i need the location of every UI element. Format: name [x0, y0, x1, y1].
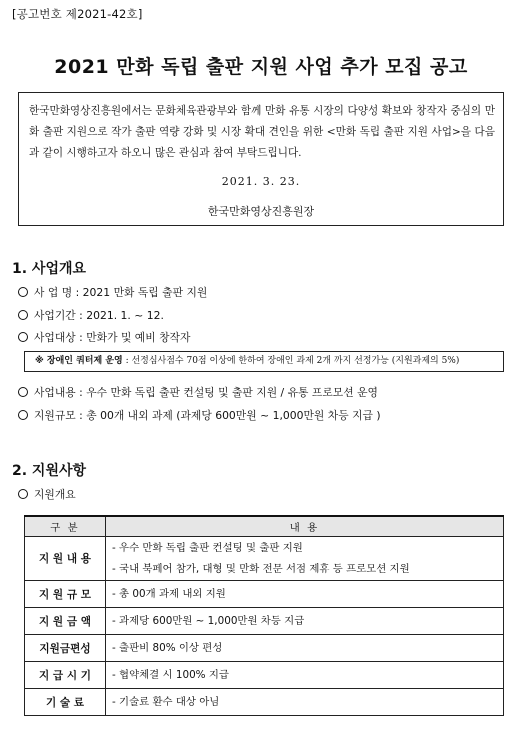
overview-item: 지원규모 : 총 00개 내외 과제 (과제당 600만원 ~ 1,000만원 차등 지급 ): [18, 408, 381, 423]
row-content: - 기술료 환수 대상 아님: [106, 689, 504, 716]
overview-item: 사업대상 : 만화가 및 예비 창작자: [18, 330, 190, 345]
support-overview-label: 지원개요: [18, 487, 76, 502]
table-row: [25, 581, 504, 608]
support-table: [24, 515, 504, 716]
section-1-heading: 1. 사업개요: [12, 261, 87, 277]
row-label: 지 원 금 액: [25, 608, 106, 635]
quota-note-text: : 선정심사점수 70점 이상에 한하여 장애인 과제 2개 까지 선정가능 (지원과제의 5%): [122, 356, 460, 366]
circle-bullet-icon: [18, 332, 28, 342]
circle-bullet-icon: [18, 489, 28, 499]
table-row: [25, 635, 504, 662]
circle-bullet-icon: [18, 387, 28, 397]
row-label: 지 원 규 모: [25, 581, 106, 608]
table-header-content: 내 용: [106, 516, 504, 537]
quota-note-label: ※ 장애인 쿼터제 운영: [35, 356, 123, 366]
row-label: 기 술 료: [25, 689, 106, 716]
row-label: 지 원 내 용: [25, 537, 106, 581]
overview-item: 사업내용 : 우수 만화 독립 출판 컨설팅 및 출판 지원 / 유통 프로모션 운영: [18, 385, 378, 400]
overview-item: 사 업 명 : 2021 만화 독립 출판 지원: [18, 285, 207, 300]
row-label: 지 급 시 기: [25, 662, 106, 689]
overview-item: 사업기간 : 2021. 1. ~ 12.: [18, 308, 164, 323]
notice-number: [공고번호 제2021-42호]: [12, 7, 143, 21]
circle-bullet-icon: [18, 287, 28, 297]
circle-bullet-icon: [18, 410, 28, 420]
intro-text: 한국만화영상진흥원에서는 문화체육관광부와 함께 만화 유통 시장의 다양성 확보와 창작자 중심의 만화 출판 지원으로 작가 출판 역량 강화 및 시장 확대 견인을 위한 <만화 독립 출판 지원 사업>을 다음과 같이 시행하고자 하오니 많은 관심과 참여 부탁드립니다.: [29, 105, 495, 159]
intro-organization: 한국만화영상진흥원장: [207, 205, 315, 218]
table-row: [25, 537, 504, 581]
table-header-category: 구 분: [25, 516, 106, 537]
row-content: - 출판비 80% 이상 편성: [106, 635, 504, 662]
circle-bullet-icon: [18, 310, 28, 320]
quota-note: [24, 351, 504, 372]
intro-date: 2021. 3. 23.: [221, 175, 301, 188]
row-label: 지원금편성: [25, 635, 106, 662]
row-content: - 우수 만화 독립 출판 컨설팅 및 출판 지원 - 국내 북페어 참가, 대형 및 만화 전문 서점 제휴 등 프로모션 지원: [106, 537, 504, 581]
table-header-row: [25, 516, 504, 537]
page-title: 2021 만화 독립 출판 지원 사업 추가 모집 공고: [54, 56, 468, 78]
row-content: - 과제당 600만원 ~ 1,000만원 차등 지급: [106, 608, 504, 635]
table-row: [25, 608, 504, 635]
table-row: [25, 662, 504, 689]
section-2-heading: 2. 지원사항: [12, 463, 87, 479]
row-content: - 총 00개 과제 내외 지원: [106, 581, 504, 608]
intro-box: [18, 92, 504, 226]
row-content: - 협약체결 시 100% 지급: [106, 662, 504, 689]
table-row: [25, 689, 504, 716]
